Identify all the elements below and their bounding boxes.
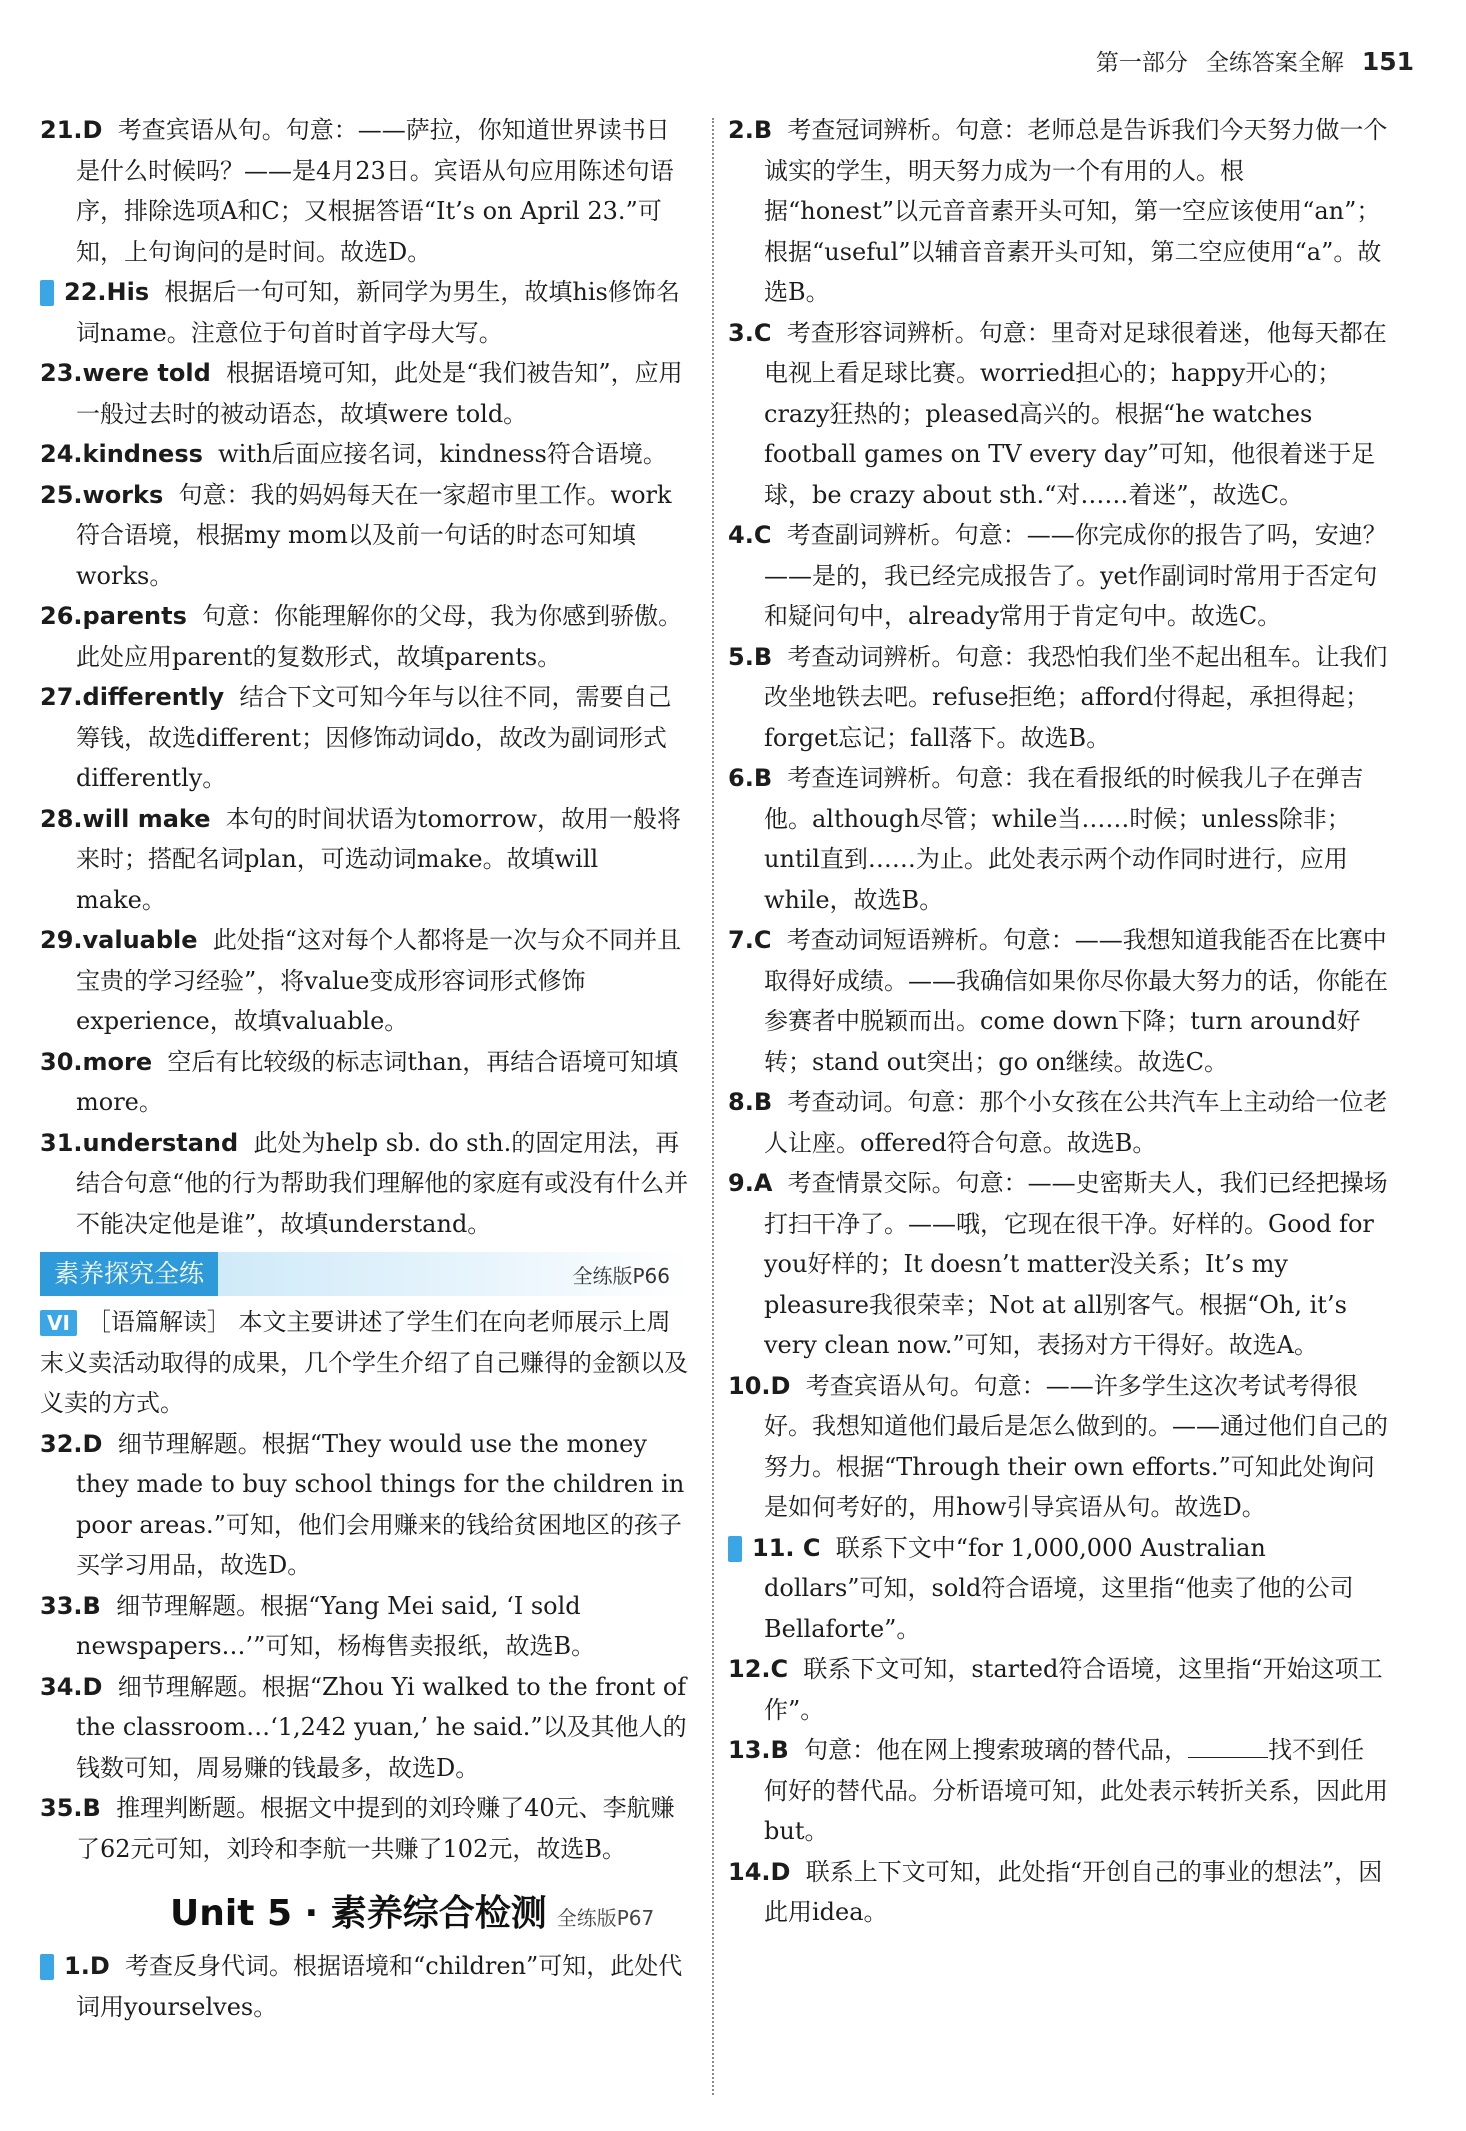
answer-22: V 22.His 根据后一句可知，新同学为男生，故填his修饰名词name。注意位于句首时首字母大写。	[11, 278, 680, 347]
section-ii-badge: II	[728, 1536, 742, 1562]
answer-31: 31.understand 此处为help sb. do sth.的固定用法，再结合句意“他的行为帮助我们理解他的家庭有或没有什么并不能决定他是谁”，故填understand。	[40, 1128, 689, 1238]
answer-2: 2.B 考查冠词辨析。句意：老师总是告诉我们今天努力做一个诚实的学生，明天努力成为一个有用的人。根据“honest”以元音音素开头可知，第一空应该使用“an”；根据“useful”以辅音音素开头可知，第二空应使用“a”。故选B。	[728, 116, 1388, 306]
answer-30: 30.more 空后有比较级的标志词than，再结合语境可知填more。	[40, 1047, 679, 1116]
page-header	[1096, 44, 1414, 77]
unit-heading	[170, 1885, 690, 1936]
right-column	[699, 110, 1388, 1933]
answer-1: I 1.D 考查反身代词。根据语境和“children”可知，此处代词用yourselves。	[11, 1952, 683, 2021]
section-vi-badge: VI	[40, 1310, 77, 1336]
answer-23: 23.were told 根据语境可知，此处是“我们被告知”，应用一般过去时的被动语态，故填were told。	[40, 359, 683, 428]
answer-21: 21.D 考查宾语从句。句意：——萨拉，你知道世界读书日是什么时候吗？——是4月23日。宾语从句应用陈述句语序，排除选项A和C；又根据答语“It’s on April 23.”可知，上句询问的是时间。故选D。	[40, 116, 674, 266]
answer-32: 32.D 细节理解题。根据“They would use the money they made to buy school things for the children in poor areas.”可知，他们会用赚来的钱给贫困地区的孩子买学习用品，故选D。	[40, 1429, 685, 1579]
section-header-bar	[40, 1252, 690, 1296]
answer-25: 25.works 句意：我的妈妈每天在一家超市里工作。work符合语境，根据my mom以及前一句话的时态可知填works。	[40, 480, 672, 590]
answer-28: 28.will make 本句的时间状语为tomorrow，故用一般将来时；搭配名词plan，可选动词make。故填will make。	[40, 804, 682, 914]
answer-5: 5.B 考查动词辨析。句意：我恐怕我们坐不起出租车。让我们改坐地铁去吧。refuse拒绝；afford付得起，承担得起；forget忘记；fall落下。故选B。	[728, 642, 1388, 752]
unit-title: Unit 5 · 素养综合检测	[170, 1893, 547, 1934]
answer-9: 9.A 考查情景交际。句意：——史密斯夫人，我们已经把操场打扫干净了。——哦，它现在很干净。好样的。Good for you好样的；It doesn’t matter没关系；It’s my pleasure我很荣幸；Not at all别客气。根据“Oh, it’s very clean now.”可知，表扬对方干得好。故选A。	[728, 1169, 1388, 1359]
answer-29: 29.valuable 此处指“这对每个人都将是一次与众不同并且宝贵的学习经验”，将value变成形容词形式修饰experience，故填valuable。	[40, 926, 682, 1035]
answer-34: 34.D 细节理解题。根据“Zhou Yi walked to the front of the classroom…‘1,242 yuan,’ he said.”以及其他人的钱数可知，周易赚的钱最多，故选D。	[40, 1672, 687, 1782]
answer-35: 35.B 推理判断题。根据文中提到的刘玲赚了40元、李航赚了62元可知，刘玲和李航一共赚了102元，故选B。	[40, 1794, 675, 1863]
answer-26: 26.parents 句意：你能理解你的父母，我为你感到骄傲。此处应用parent的复数形式，故填parents。	[40, 602, 683, 671]
answer-11: II 11. C 联系下文中“for 1,000,000 Australian dollars”可知，sold符合语境，这里指“他卖了他的公司Bellaforte”。	[699, 1533, 1354, 1643]
section-page-ref: 全练版P66	[572, 1263, 670, 1288]
answer-8: 8.B 考查动词。句意：那个小女孩在公共汽车上主动给一位老人让座。offered符合句意。故选B。	[728, 1088, 1388, 1157]
answer-7: 7.C 考查动词短语辨析。句意：——我想知道我能否在比赛中取得好成绩。——我确信如果你尽你最大努力的话，你能在参赛者中脱颖而出。come down下降；turn around好转；stand out突出；go on继续。故选C。	[728, 926, 1388, 1076]
section-v-badge: V	[40, 280, 54, 306]
answer-10: 10.D 考查宾语从句。句意：——许多学生这次考试考得很好。我想知道他们最后是怎么做到的。——通过他们自己的努力。根据“Through their own efforts.”可知此处询问是如何考好的，用how引导宾语从句。故选D。	[728, 1371, 1388, 1521]
column-divider	[712, 118, 714, 2095]
page-number: 151	[1361, 47, 1414, 76]
header-section: 第一部分	[1095, 50, 1188, 76]
left-column	[11, 110, 690, 2027]
answer-27: 27.differently 结合下文可知今年与以往不同，需要自己筹钱，故选different；因修饰动词do，故改为副词形式differently。	[40, 683, 672, 792]
answer-13: 13.B 句意：他在网上搜索玻璃的替代品， 找不到任何好的替代品。分析语境可知，此处表示转折关系，因此用but。	[728, 1736, 1388, 1845]
answer-6: 6.B 考查连词辨析。句意：我在看报纸的时候我儿子在弹吉他。although尽管；while当……时候；unless除非；until直到……为止。此处表示两个动作同时进行，应用while，故选B。	[728, 764, 1364, 914]
section-title: 素养探究全练	[40, 1252, 218, 1296]
reading-intro: VI ［语篇解读］ 本文主要讲述了学生们在向老师展示上周末义卖活动取得的成果，几个学生介绍了自己赚得的金额以及义卖的方式。	[40, 1308, 688, 1417]
answer-14: 14.D 联系上下文可知，此处指“开创自己的事业的想法”，因此用idea。	[728, 1857, 1383, 1926]
answer-4: 4.C 考查副词辨析。句意：——你完成你的报告了吗，安迪？——是的，我已经完成报告了。yet作副词时常用于否定句和疑问句中，already常用于肯定句中。故选C。	[728, 521, 1387, 630]
answer-12: 12.C 联系下文可知，started符合语境，这里指“开始这项工作”。	[728, 1655, 1383, 1724]
fill-blank	[1188, 1757, 1268, 1758]
answer-33: 33.B 细节理解题。根据“Yang Mei said, ‘I sold newspapers…’”可知，杨梅售卖报纸，故选B。	[40, 1591, 596, 1660]
header-subtitle: 全练答案全解	[1205, 50, 1344, 76]
answer-3: 3.C 考查形容词辨析。句意：里奇对足球很着迷，他每天都在电视上看足球比赛。worried担心的；happy开心的；crazy狂热的；pleased高兴的。根据“he watches football games on TV every day”可知，他很着迷于足球，be crazy about sth.“对……着迷”，故选C。	[728, 318, 1387, 509]
section-i-badge: I	[40, 1954, 54, 1980]
answer-24: 24.kindness with后面应接名词，kindness符合语境。	[40, 440, 667, 468]
unit-page-ref: 全练版P67	[556, 1906, 655, 1930]
